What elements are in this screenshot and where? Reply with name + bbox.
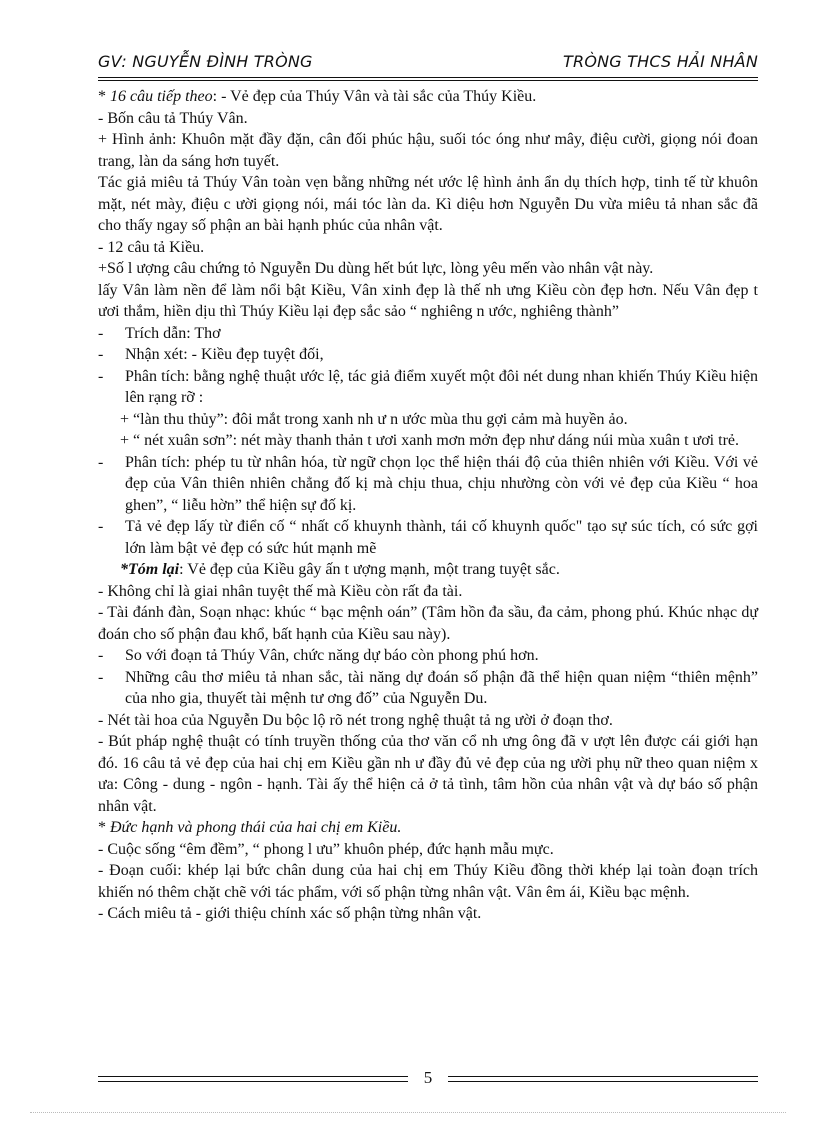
para: - Không chỉ là giai nhân tuyệt thế mà Kiều còn rất đa tài. [98,582,463,600]
para: - Tài đánh đàn, Soạn nhạc: khúc “ bạc mệnh oán” (Tâm hồn đa sầu, đa cảm, phong phú. Khúc nhạc dự đoán cho số phận đau khổ, bất hạnh của Kiều sau này). [98,604,758,643]
para: - 12 câu tả Kiều. [98,238,205,256]
bullet-item: - Phân tích: bằng nghệ thuật ước lệ, tác giả điểm xuyết một đôi nét dung nhan khiến Thúy Kiều hiện lên rạng rỡ : [98,367,758,406]
para-section-heading: * 16 câu tiếp theo: - Vẻ đẹp của Thúy Vân và tài sắc của Thúy Kiều. [98,88,537,105]
sub-item: + “ nét xuân sơn”: nét mày thanh thản t ươi xanh mơn mởn đẹp như dáng núi mùa xuân t ươi trẻ. [120,432,739,449]
para: lấy Vân làm nền để làm nổi bật Kiều, Vân xinh đẹp là thế nh ưng Kiều còn đẹp hơn. Nếu Vân đẹp t ươi thắm, hiền dịu thì Thúy Kiều lại đẹp sắc sảo “ nghiêng n ước, nghiêng thành” [98,281,758,320]
document-body [98,86,758,925]
summary-line: *Tóm lại: Vẻ đẹp của Kiều gây ấn t ượng mạnh, một trang tuyệt sắc. [120,561,560,578]
para: - Cách miêu tả - giới thiệu chính xác số phận từng nhân vật. [98,905,482,922]
para: +Số l ượng câu chứng tỏ Nguyễn Du dùng hết bút lực, lòng yêu mến vào nhân vật này. [98,260,654,277]
para: + Hình ảnh: Khuôn mặt đầy đặn, cân đối phúc hậu, suối tóc óng như mây, điệu cười, giọng nói đoan trang, làn da sáng hơn tuyết. [98,131,758,170]
para: Tác giả miêu tả Thúy Vân toàn vẹn bằng những nét ước lệ hình ảnh ẩn dụ thích hợp, tinh tế từ khuôn mặt, nét mày, điệu c ười giọng nói, mái tóc làn da. Kì diệu hơn Nguyễn Du vừa miêu tả nhan sắc đã cho thấy ngay số phận an bài hạnh phúc của nhân vật. [98,174,758,234]
bullet-item: - So với đoạn tả Thúy Vân, chức năng dự báo còn phong phú hơn. [98,647,539,664]
footer-rule-right [448,1076,758,1082]
para-section-heading: * Đức hạnh và phong thái của hai chị em Kiều. [98,819,402,836]
bullet-item: - Phân tích: phép tu từ nhân hóa, từ ngữ chọn lọc thể hiện thái độ của thiên nhiên với Kiều. Với vẻ đẹp của Vân thiên nhiên chẳng đố kị mà chịu thua, chịu nhường còn với vẻ đẹp của Kiều “ hoa ghen”, “ liễu hờn” thể hiện sự đố kị. [98,453,758,514]
para: - Đoạn cuối: khép lại bức chân dung của hai chị em Thúy Kiều đồng thời khép lại toàn đoạn trích khiến nó thêm chặt chẽ với tác phẩm, với số phận từng nhân vật. Vân êm ái, Kiều bạc mệnh. [98,862,758,901]
para: - Cuộc sống “êm đềm”, “ phong l ưu” khuôn phép, đức hạnh mẫu mực. [98,840,554,858]
page-header [98,52,758,76]
page-footer [98,1068,758,1092]
para: - Nét tài hoa của Nguyễn Du bộc lộ rõ nét trong nghệ thuật tả ng ười ở đoạn thơ. [98,711,613,729]
header-school: TRÒNG THCS HẢI NHÂN [563,52,758,71]
para: - Bút pháp nghệ thuật có tính truyền thống của thơ văn cổ nh ưng ông đã v ượt lên được cái giới hạn đó. 16 câu tả vẻ đẹp của hai chị em Kiều gần nh ư đầy đủ vẻ đẹp của ng ười phụ nữ theo quan niệm x ưa: Công - dung - ngôn - hạnh. Tài ấy thể hiện cả ở tả tình, tâm hồn của nhân vật và dự báo số phận nhân vật. [98,733,758,815]
page-number: 5 [423,1068,433,1087]
sub-item: + “làn thu thủy”: đôi mắt trong xanh nh ư n ước mùa thu gợi cảm mà huyền ảo. [120,410,628,428]
bullet-item: - Tả vẻ đẹp lấy từ điển cố “ nhất cố khuynh thành, tái cố khuynh quốc" tạo sự súc tích, có sức gợi lớn làm bật vẻ đẹp có sức hút mạnh mẽ [98,518,758,557]
bullet-item: - Những câu thơ miêu tả nhan sắc, tài năng dự đoán số phận đã thể hiện quan niệm “thiên mệnh” của nho gia, thuyết tài mệnh tư ơng đố” của Nguyễn Du. [98,668,758,707]
header-rule-top [98,77,758,78]
bullet-item: - Nhận xét: - Kiều đẹp tuyệt đối, [98,346,324,363]
header-rule-bottom [98,80,758,81]
page-bottom-dotted-line [30,1112,786,1113]
para: - Bốn câu tả Thúy Vân. [98,109,248,127]
header-teacher: GV: NGUYỄN ĐÌNH TRÒNG [98,52,313,71]
bullet-item: - Trích dẫn: Thơ [98,324,221,342]
